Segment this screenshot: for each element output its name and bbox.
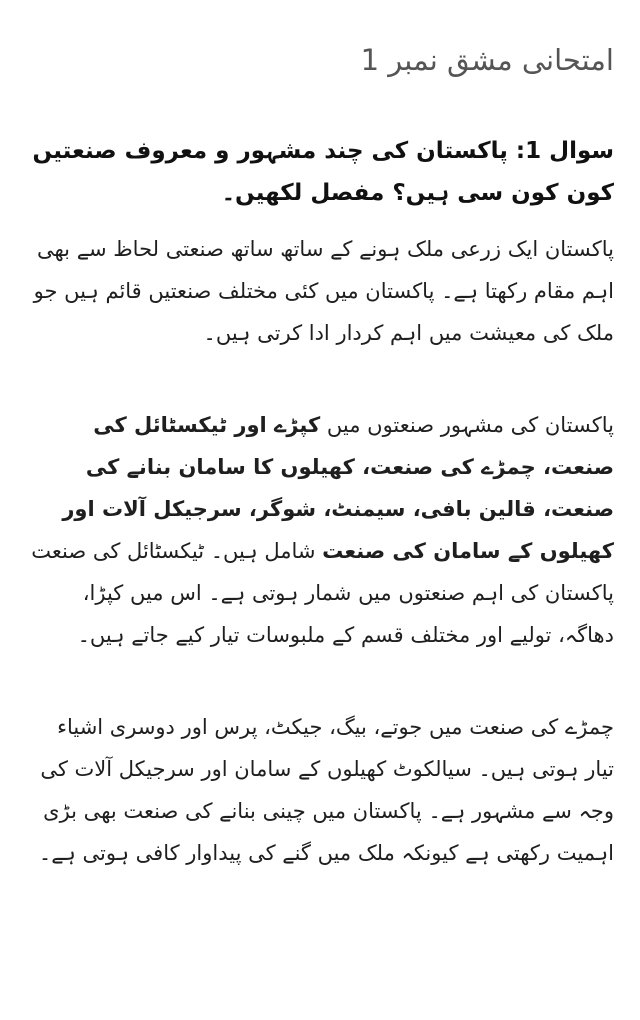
question-heading: سوال 1: پاکستان کی چند مشہور و معروف صنعتیں کون کون سی ہیں؟ مفصل لکھیں۔ (32, 138, 614, 206)
paragraph-leather-sugar: چمڑے کی صنعت میں جوتے، بیگ، جیکٹ، پرس اور دوسری اشیاء تیار ہوتی ہیں۔ سیالکوٹ کھیلوں کے سامان اور سرجیکل آلات کی وجہ سے مشہور ہے۔ پاکستان میں چینی بنانے کی صنعت بھی بڑی اہمیت رکھتی ہے کیونکہ ملک میں گنے کی پیداوار کافی ہوتی ہے۔ (38, 715, 614, 865)
industries-list: کپڑے اور ٹیکسٹائل کی صنعت، چمڑے کی صنعت، کھیلوں کا سامان بنانے کی صنعت، قالین بافی، سیمنٹ، شوگر، سرجیکل آلات اور کھیلوں کے سامان کی صنعت (62, 413, 614, 563)
page-title: امتحانی مشق نمبر 1 (360, 43, 614, 77)
paragraph-intro: پاکستان ایک زرعی ملک ہونے کے ساتھ ساتھ صنعتی لحاظ سے بھی اہم مقام رکھتا ہے۔ پاکستان میں کئی مختلف صنعتیں قائم ہیں جو ملک کی معیشت میں اہم کردار ادا کرتی ہیں۔ (33, 237, 614, 345)
paragraph-industries (22, 404, 614, 656)
paragraph-industries-intro: پاکستان کی مشہور صنعتوں میں (326, 413, 614, 437)
paragraph-industries-rest: شامل ہیں۔ ٹیکسٹائل کی صنعت پاکستان کی اہم صنعتوں میں شمار ہوتی ہے۔ اس میں کپڑا، دھاگہ، تولیے اور مختلف قسم کے ملبوسات تیار کیے جاتے ہیں۔ (31, 539, 614, 647)
